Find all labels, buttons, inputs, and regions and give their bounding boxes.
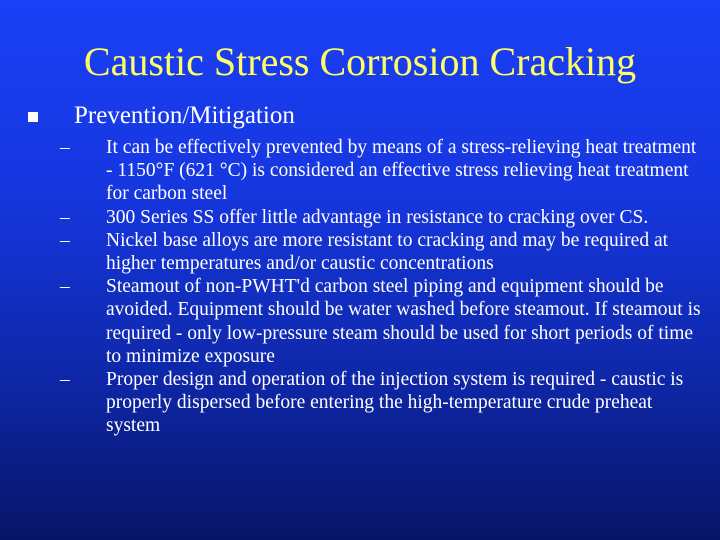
- dash-bullet-icon: –: [60, 276, 70, 298]
- sub-bullet-item: [60, 206, 705, 229]
- bullet-prevention-mitigation: [28, 100, 708, 130]
- slide-title: Caustic Stress Corrosion Cracking: [83, 39, 637, 84]
- sub-bullet-item: [60, 368, 705, 438]
- sub-bullet-text: 300 Series SS offer little advantage in resistance to cracking over CS.: [106, 206, 649, 228]
- sub-bullet-item: [60, 136, 705, 206]
- square-bullet-icon: [28, 112, 38, 122]
- sub-bullet-item: [60, 229, 705, 275]
- sub-bullet-text: Proper design and operation of the injection system is required - caustic is properly dispersed before entering the high-temperature crude preheat system: [106, 369, 684, 437]
- sub-bullet-text: Nickel base alloys are more resistant to cracking and may be required at higher temperatures and/or caustic concentrations: [106, 229, 669, 275]
- bullet-label: Prevention/Mitigation: [74, 102, 295, 129]
- dash-bullet-icon: –: [60, 229, 70, 251]
- sub-bullet-text: Steamout of non-PWHT'd carbon steel piping and equipment should be avoided. Equipment should be water washed before steamout. If steamout is required - only low-pressure steam should be used for short periods of time to minimize exposure: [106, 276, 701, 367]
- dash-bullet-icon: –: [60, 369, 70, 391]
- sub-bullet-text: It can be effectively prevented by means of a stress-relieving heat treatment - 1150°F (621 °C) is considered an effective stress relieving heat treatment for carbon steel: [106, 137, 697, 205]
- dash-bullet-icon: –: [60, 206, 70, 228]
- sub-bullet-item: [60, 275, 705, 368]
- sub-bullet-list: [60, 136, 705, 438]
- dash-bullet-icon: –: [60, 137, 70, 158]
